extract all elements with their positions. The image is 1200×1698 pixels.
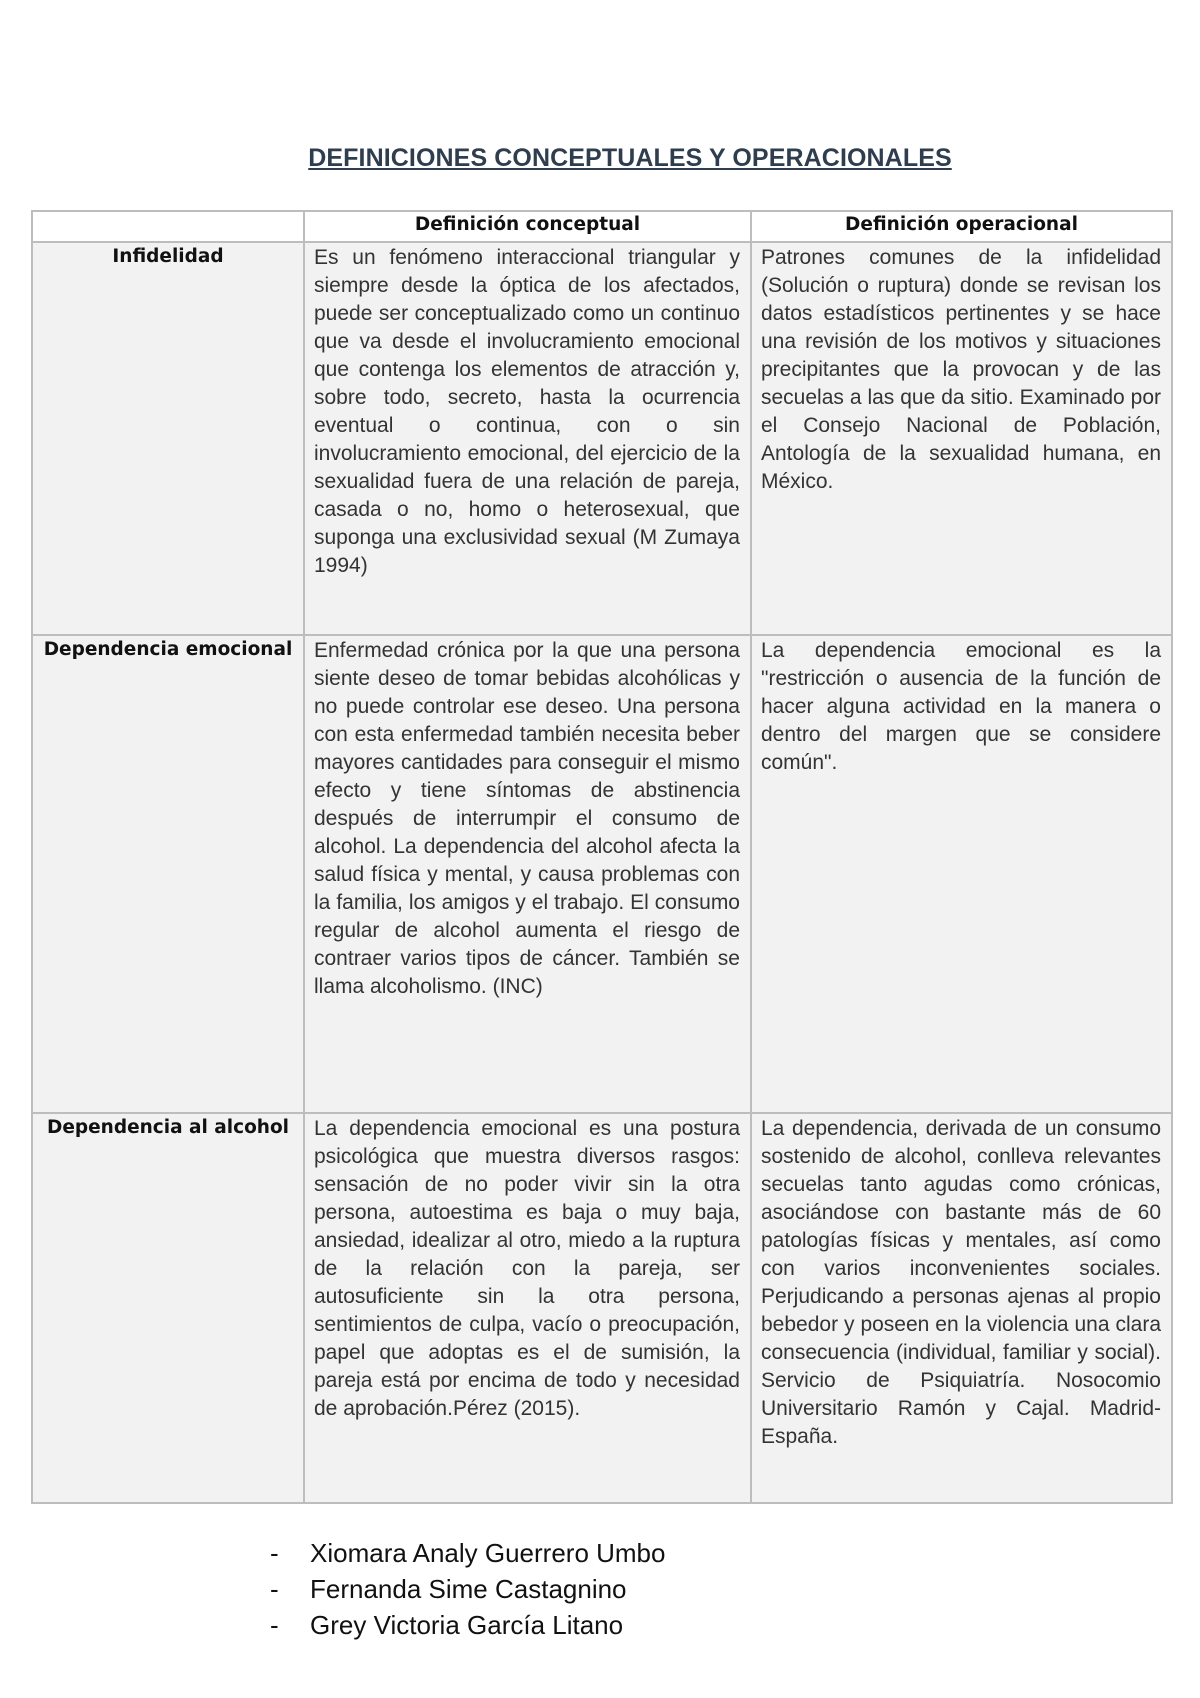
operacional-cell: Patrones comunes de la infidelidad (Solución o ruptura) donde se revisan los datos estadísticos pertinentes y se hace una revisión de los motivos y situaciones precipitantes que la provocan y de las secuelas a las que da sitio. Examinado por el Consejo Nacional de Población, Antología de la sexualidad humana, en México. <box>751 242 1172 635</box>
author-name: Xiomara Analy Guerrero Umbo <box>310 1538 666 1568</box>
header-conceptual: Definición conceptual <box>304 211 751 242</box>
header-empty-cell <box>32 211 304 242</box>
row-label-infidelidad: Infidelidad <box>32 242 304 635</box>
conceptual-cell: La dependencia emocional es una postura psicológica que muestra diversos rasgos: sensación de no poder vivir sin la otra persona, autoestima es baja o muy baja, ansiedad, idealizar al otro, miedo a la ruptura de la relación con la pareja, ser autosuficiente sin la otra persona, sentimientos de culpa, vacío o preocupación, papel que adoptas es el de sumisión, la pareja está por encima de todo y necesidad de aprobación.Pérez (2015). <box>304 1113 751 1503</box>
list-item <box>270 1607 665 1643</box>
definitions-table <box>31 210 1173 1504</box>
bullet-dash: - <box>270 1538 279 1568</box>
list-item <box>270 1571 665 1607</box>
table-row <box>32 635 1172 1113</box>
row-label-dependencia-alcohol: Dependencia al alcohol <box>32 1113 304 1503</box>
header-operacional: Definición operacional <box>751 211 1172 242</box>
author-name: Fernanda Sime Castagnino <box>310 1574 627 1604</box>
authors-list <box>270 1535 665 1643</box>
list-item <box>270 1535 665 1571</box>
table-row <box>32 242 1172 635</box>
author-name: Grey Victoria García Litano <box>310 1610 624 1640</box>
conceptual-cell: Enfermedad crónica por la que una persona siente deseo de tomar bebidas alcohólicas y no puede controlar ese deseo. Una persona con esta enfermedad también necesita beber mayores cantidades para conseguir el mismo efecto y tiene síntomas de abstinencia después de interrumpir el consumo de alcohol. La dependencia del alcohol afecta la salud física y mental, y causa problemas con la familia, los amigos y el trabajo. El consumo regular de alcohol aumenta el riesgo de contraer varios tipos de cáncer. También se llama alcoholismo. (INC) <box>304 635 751 1113</box>
row-label-dependencia-emocional: Dependencia emocional <box>32 635 304 1113</box>
table-row <box>32 1113 1172 1503</box>
operacional-cell: La dependencia, derivada de un consumo sostenido de alcohol, conlleva relevantes secuelas tanto agudas como crónicas, asociándose con bastante más de 60 patologías físicas y mentales, así como con varios inconvenientes sociales. Perjudicando a personas ajenas al propio bebedor y poseen en la violencia una clara consecuencia (individual, familiar y social). Servicio de Psiquiatría. Nosocomio Universitario Ramón y Cajal. Madrid-España. <box>751 1113 1172 1503</box>
page-title: DEFINICIONES CONCEPTUALES Y OPERACIONALES <box>308 144 952 172</box>
table-header-row <box>32 211 1172 242</box>
bullet-dash: - <box>270 1574 279 1604</box>
operacional-cell: La dependencia emocional es la "restricción o ausencia de la función de hacer alguna actividad en la manera o dentro del margen que se considere común". <box>751 635 1172 1113</box>
conceptual-cell: Es un fenómeno interaccional triangular y siempre desde la óptica de los afectados, puede ser conceptualizado como un continuo que va desde el involucramiento emocional que contenga los elementos de atracción y, sobre todo, secreto, hasta la ocurrencia eventual o continua, con o sin involucramiento emocional, del ejercicio de la sexualidad fuera de una relación de pareja, casada o no, homo o heterosexual, que suponga una exclusividad sexual (M Zumaya 1994) <box>304 242 751 635</box>
bullet-dash: - <box>270 1610 279 1640</box>
